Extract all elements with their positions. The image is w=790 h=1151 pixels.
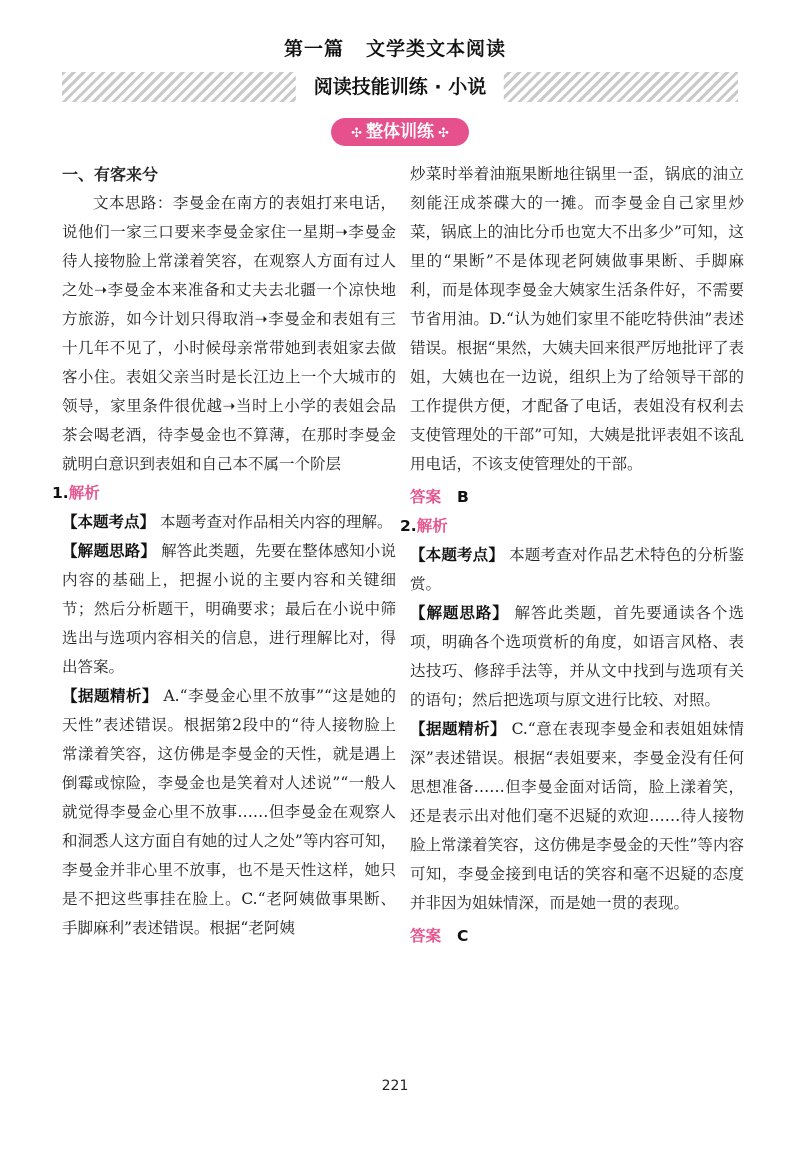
page-number: 221 <box>381 1078 409 1094</box>
kaodian-text: 本题考查对作品相关内容的理解。 <box>159 513 393 531</box>
sparkle-icon: ✣ <box>438 126 449 141</box>
kaodian-paragraph <box>62 508 396 537</box>
silu-tag: 【解题思路】 <box>410 604 509 622</box>
analysis-label: 解析 <box>416 517 448 535</box>
kaodian-tag: 【本题考点】 <box>410 546 505 564</box>
jingxi-paragraph <box>410 715 744 918</box>
sparkle-icon: ✣ <box>351 126 362 141</box>
question-1-header <box>52 479 396 508</box>
q1-continued: 炒菜时举着油瓶果断地往锅里一歪，锅底的油立刻能汪成茶碟大的一摊。而李曼金自己家里炒菜，锅底上的油比分币也宽大不出多少”可知，这里的“果断”不是体现老阿姨做事果断、手脚麻利，而是体现李曼金大姨家生活条件好，不需要节省用油。D.“认为她们家里不能吃特供油”表述错误。根据“果然，大姨夫回来很严厉地批评了表姐，大姨也在一边说，组织上为了给领导干部的工作提供方便，才配备了电话，表姐没有权利去支使管理处的干部”可知，大姨是批评表姐不该乱用电话，不该支使管理处的干部。 <box>410 165 744 473</box>
jingxi-tag: 【据题精析】 <box>62 687 159 705</box>
answer-1 <box>410 483 744 512</box>
silu-text: 解答此类题，首先要通读各个选项，明确各个选项赏析的角度，如语言风格、表达技巧、修辞手法等，并从文中找到与选项有关的语句；然后把选项与原文进行比较、对照。 <box>410 604 744 709</box>
chapter-title <box>0 34 790 61</box>
jingxi-tag: 【据题精析】 <box>410 720 507 738</box>
left-column <box>52 160 396 943</box>
answer-label: 答案 <box>410 488 442 506</box>
right-column <box>400 160 744 951</box>
silu-tag: 【解题思路】 <box>62 542 157 560</box>
jingxi-text: C.“意在表现李曼金和表姐姐妹情深”表述错误。根据“表姐要来，李曼金没有任何思想准备……但李曼金面对话筒，脸上漾着笑，还是表示出对他们毫不迟疑的欢迎……待人接物脸上常漾着笑容，这仿佛是李曼金的天性”等内容可知，李曼金接到电话的笑容和毫不迟疑的态度并非因为姐妹情深，而是她一贯的表现。 <box>410 720 744 912</box>
answer-value: C <box>457 927 469 945</box>
answer-value: B <box>457 488 469 506</box>
question-2-header <box>400 512 744 541</box>
section-pill <box>331 118 469 146</box>
analysis-label: 解析 <box>68 484 100 502</box>
text-summary: 文本思路：李曼金在南方的表姐打来电话，说他们一家三口要来李曼金家住一星期➝李曼金待人接物脸上常漾着笑容，在观察人方面有过人之处➝李曼金本来准备和丈夫去北疆一个凉快地方旅游，如今计划只得取消➝李曼金和表姐有三十几年不见了，小时候母亲常带她到表姐家去做客小住。表姐父亲当时是长江边上一个大城市的领导，家里条件很优越➝当时上小学的表姐会品茶会喝老酒，待李曼金也不算薄，在那时李曼金就明白意识到表姐和自己本不属一个阶层 <box>62 194 396 473</box>
jingxi-text: A.“李曼金心里不放事”“这是她的天性”表述错误。根据第2段中的“待人接物脸上常漾着笑容，这仿佛是李曼金的天性，就是遇上倒霉或惊险，李曼金也是笑着对人述说”“一般人就觉得李曼金心里不放事……但李曼金在观察人和洞悉人这方面自有她的过人之处”等内容可知，李曼金并非心里不放事，也不是天性这样，她只是不把这些事挂在脸上。C.“老阿姨做事果断、手脚麻利”表述错误。根据“老阿姨 <box>62 687 396 937</box>
silu-paragraph <box>410 599 744 715</box>
question-number: 2. <box>400 517 417 535</box>
chapter-part: 第一篇 <box>283 38 344 60</box>
jingxi-paragraph <box>62 682 396 943</box>
section-banner <box>62 72 738 102</box>
chapter-name: 文学类文本阅读 <box>366 38 507 60</box>
banner-title: 阅读技能训练 · 小说 <box>296 72 504 102</box>
kaodian-tag: 【本题考点】 <box>62 513 156 531</box>
silu-paragraph <box>62 537 396 682</box>
question-number: 1. <box>52 484 69 502</box>
answer-label: 答案 <box>410 927 442 945</box>
silu-text: 解答此类题，先要在整体感知小说内容的基础上，把握小说的主要内容和关键细节；然后分析题干，明确要求；最后在小说中筛选出与选项内容相关的信息，进行理解比对，得出答案。 <box>62 542 396 676</box>
kaodian-paragraph <box>410 541 744 599</box>
pill-label: 整体训练 <box>366 122 434 142</box>
section-title: 一、有客来兮 <box>62 165 159 184</box>
answer-2 <box>410 922 744 951</box>
kaodian-text: 本题考查对作品艺术特色的分析鉴赏。 <box>410 546 744 593</box>
